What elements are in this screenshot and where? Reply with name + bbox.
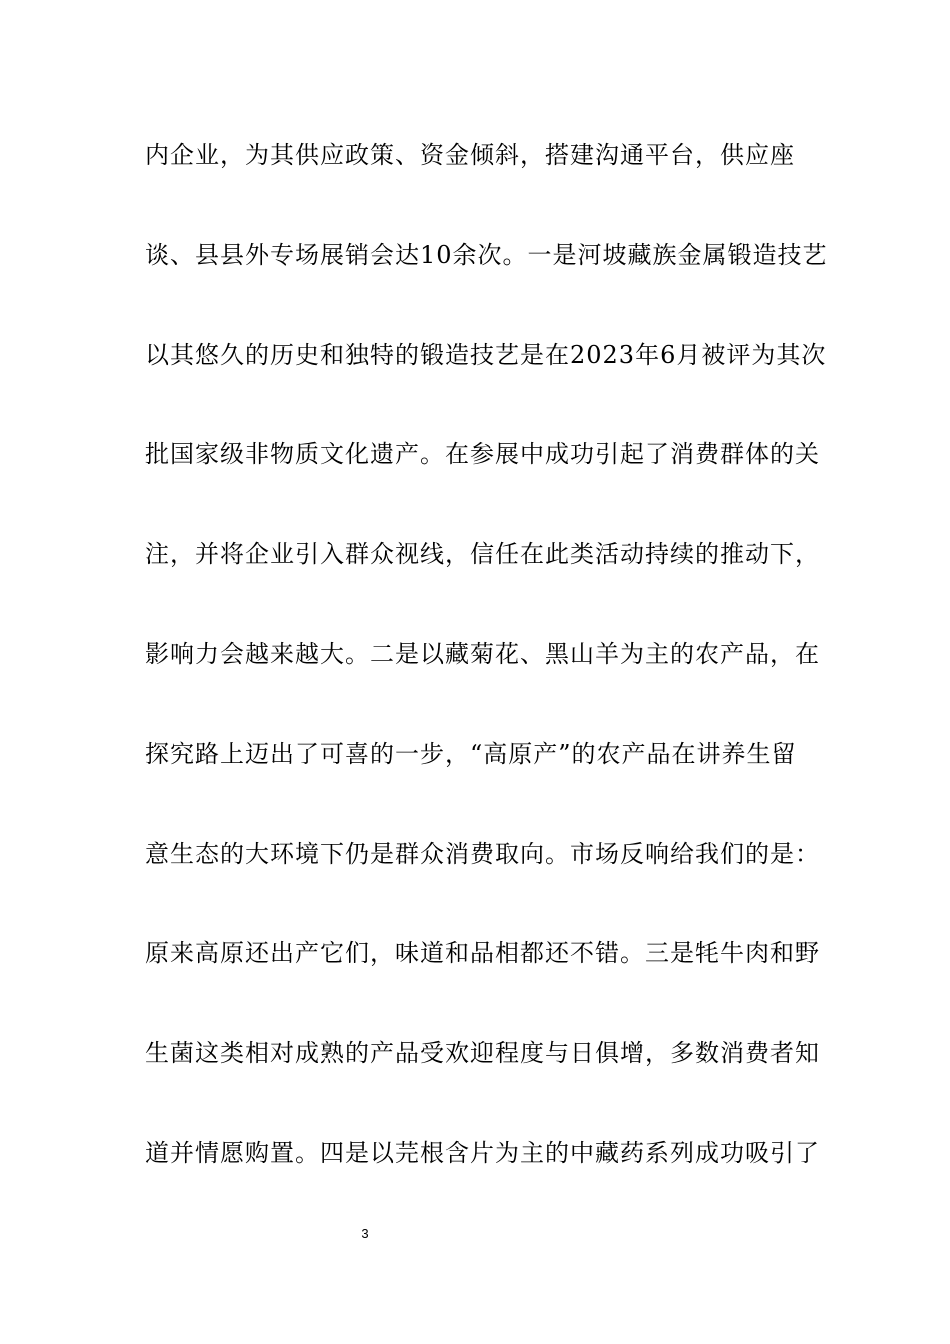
text-line: 批国家级非物质文化遗产。在参展中成功引起了消费群体的关 (145, 440, 820, 469)
body-text (145, 128, 828, 1226)
text-line: 生菌这类相对成熟的产品受欢迎程度与日俱增，多数消费者知 (145, 1039, 820, 1068)
text-line: 谈、县县外专场展销会达10余次。一是河坡藏族金属锻造技艺 (145, 240, 828, 269)
text-line: 道并情愿购置。四是以芫根含片为主的中藏药系列成功吸引了 (145, 1138, 820, 1167)
page-number: 3 (361, 1226, 369, 1241)
text-line: 意生态的大环境下仍是群众消费取向。市场反响给我们的是： (145, 839, 820, 868)
text-line: 内企业，为其供应政策、资金倾斜，搭建沟通平台，供应座 (145, 141, 795, 169)
text-line: 探究路上迈出了可喜的一步，“高原产”的农产品在讲养生留 (145, 739, 797, 768)
text-line: 原来高原还出产它们，味道和品相都还不错。三是牦牛肉和野 (145, 939, 820, 968)
text-line: 注，并将企业引入群众视线，信任在此类活动持续的推动下， (145, 540, 820, 569)
text-line: 影响力会越来越大。二是以藏菊花、黑山羊为主的农产品，在 (145, 639, 820, 668)
text-line: 以其悠久的历史和独特的锻造技艺是在2023年6月被评为其次 (145, 340, 827, 369)
